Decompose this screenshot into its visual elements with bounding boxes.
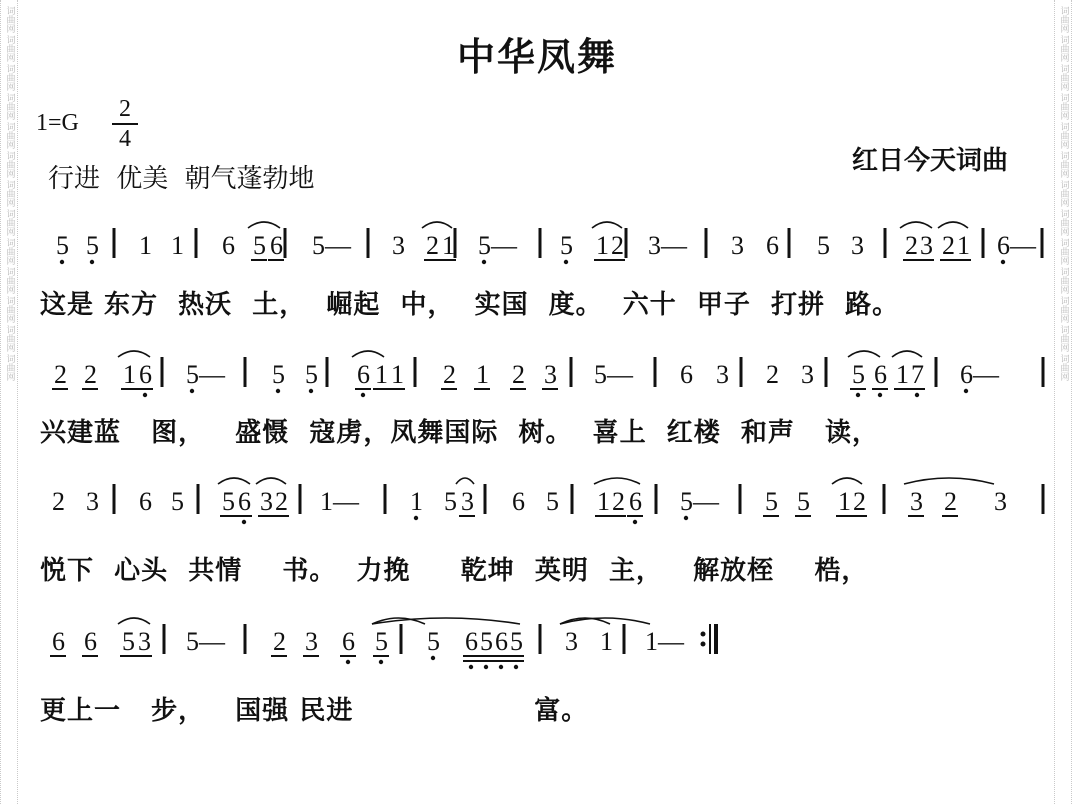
slur bbox=[118, 351, 150, 357]
watermark-text: 词曲网 bbox=[4, 151, 15, 178]
note: 5 bbox=[817, 231, 830, 260]
note: 7 bbox=[911, 360, 924, 389]
note: 6 bbox=[139, 360, 152, 389]
note: 5 bbox=[546, 487, 559, 516]
note: 6 bbox=[465, 627, 478, 656]
note: 5 bbox=[510, 627, 523, 656]
watermark-text: 词曲网 bbox=[1058, 238, 1069, 265]
note: 5 bbox=[560, 231, 573, 260]
octave-dot bbox=[190, 389, 194, 393]
note: 2 bbox=[512, 360, 525, 389]
note: 3 bbox=[392, 231, 405, 260]
note: 1 bbox=[597, 487, 610, 516]
octave-dot bbox=[915, 393, 919, 397]
octave-dot bbox=[143, 393, 147, 397]
repeat-dot bbox=[701, 632, 706, 637]
octave-dot bbox=[242, 520, 246, 524]
octave-dot bbox=[564, 260, 568, 264]
note: 3 bbox=[731, 231, 744, 260]
note: 5 bbox=[122, 627, 135, 656]
note: 6 bbox=[512, 487, 525, 516]
watermark-text: 词曲网 bbox=[4, 93, 15, 120]
octave-dot bbox=[633, 520, 637, 524]
note: 6 bbox=[84, 627, 97, 656]
note: 1 bbox=[123, 360, 136, 389]
octave-dot bbox=[964, 389, 968, 393]
watermark-text: 词曲网 bbox=[4, 296, 15, 323]
note: 6 bbox=[874, 360, 887, 389]
octave-dot bbox=[499, 665, 503, 669]
note: 2 bbox=[443, 360, 456, 389]
slur bbox=[892, 351, 922, 357]
note: 6— bbox=[960, 360, 999, 389]
note: 5 bbox=[797, 487, 810, 516]
note: 3 bbox=[994, 487, 1007, 516]
watermark-text: 词曲网 bbox=[4, 64, 15, 91]
watermark-text: 词曲网 bbox=[1058, 209, 1069, 236]
octave-dot bbox=[276, 389, 280, 393]
slur bbox=[938, 222, 968, 228]
note: 5 bbox=[480, 627, 493, 656]
watermark-text: 词曲网 bbox=[1058, 354, 1069, 381]
octave-dot bbox=[484, 665, 488, 669]
slur bbox=[256, 478, 286, 484]
note: 1 bbox=[596, 231, 609, 260]
watermark-text: 词曲网 bbox=[4, 354, 15, 381]
note: 2 bbox=[275, 487, 288, 516]
note: 5— bbox=[186, 627, 225, 656]
note: 2 bbox=[853, 487, 866, 516]
slur bbox=[900, 222, 932, 228]
note: 6— bbox=[997, 231, 1036, 260]
watermark-text: 词曲网 bbox=[4, 209, 15, 236]
watermark-text: 词曲网 bbox=[1058, 180, 1069, 207]
note: 5 bbox=[253, 231, 266, 260]
note: 3 bbox=[851, 231, 864, 260]
note: 5 bbox=[272, 360, 285, 389]
watermark-text: 词曲网 bbox=[1058, 6, 1069, 33]
note: 5 bbox=[222, 487, 235, 516]
watermark-text: 词曲网 bbox=[4, 325, 15, 352]
note: 1 bbox=[442, 231, 455, 260]
note: 6 bbox=[495, 627, 508, 656]
song-title: 中华凤舞 bbox=[456, 35, 617, 79]
note: 5— bbox=[312, 231, 351, 260]
note: 2 bbox=[611, 231, 624, 260]
note: 3 bbox=[716, 360, 729, 389]
octave-dot bbox=[90, 260, 94, 264]
lyrics-line-4: 更上一 步， 国强 民进 富。 bbox=[40, 696, 589, 726]
note: 3 bbox=[138, 627, 151, 656]
note: 6 bbox=[342, 627, 355, 656]
note: 1— bbox=[645, 627, 684, 656]
note: 5 bbox=[852, 360, 865, 389]
note: 2 bbox=[426, 231, 439, 260]
watermark-text: 词曲网 bbox=[1058, 64, 1069, 91]
note: 1 bbox=[375, 360, 388, 389]
octave-dot bbox=[856, 393, 860, 397]
note: 2 bbox=[944, 487, 957, 516]
note: 2 bbox=[905, 231, 918, 260]
slur bbox=[422, 222, 452, 228]
note: 2 bbox=[273, 627, 286, 656]
note: 3 bbox=[801, 360, 814, 389]
note: 6 bbox=[52, 627, 65, 656]
note: 1 bbox=[391, 360, 404, 389]
note: 3 bbox=[86, 487, 99, 516]
octave-dot bbox=[414, 516, 418, 520]
octave-dot bbox=[431, 656, 435, 660]
note: 1 bbox=[139, 231, 152, 260]
note: 3 bbox=[260, 487, 273, 516]
note: 3 bbox=[920, 231, 933, 260]
watermark-text: 词曲网 bbox=[1058, 267, 1069, 294]
tempo-marking: 行进 优美 朝气蓬勃地 bbox=[48, 164, 315, 194]
note: 5 bbox=[305, 360, 318, 389]
slur bbox=[248, 222, 280, 228]
octave-dot bbox=[379, 660, 383, 664]
octave-dot bbox=[482, 260, 486, 264]
note: 1 bbox=[476, 360, 489, 389]
octave-dot bbox=[346, 660, 350, 664]
note: 6 bbox=[222, 231, 235, 260]
note: 3 bbox=[544, 360, 557, 389]
lyrics-line-1: 这是 东方 热沃 土， 崛起 中， 实国 度。 六十 甲子 打拼 路。 bbox=[40, 290, 900, 320]
note: 1 bbox=[957, 231, 970, 260]
octave-dot bbox=[469, 665, 473, 669]
watermark-text: 词曲网 bbox=[4, 267, 15, 294]
note: 1 bbox=[600, 627, 613, 656]
note: 5— bbox=[680, 487, 719, 516]
note: 6 bbox=[766, 231, 779, 260]
watermark-text: 词曲网 bbox=[1058, 151, 1069, 178]
slur bbox=[456, 478, 474, 484]
note: 1 bbox=[896, 360, 909, 389]
slur bbox=[592, 222, 622, 228]
note: 3 bbox=[910, 487, 923, 516]
note: 1— bbox=[320, 487, 359, 516]
repeat-dot bbox=[701, 642, 706, 647]
slur bbox=[904, 478, 994, 484]
octave-dot bbox=[309, 389, 313, 393]
note: 6 bbox=[629, 487, 642, 516]
note: 2 bbox=[612, 487, 625, 516]
note: 6 bbox=[270, 231, 283, 260]
watermark-text: 词曲网 bbox=[4, 238, 15, 265]
note: 5 bbox=[171, 487, 184, 516]
watermark-text: 词曲网 bbox=[4, 122, 15, 149]
note: 6 bbox=[357, 360, 370, 389]
watermark-text: 词曲网 bbox=[4, 35, 15, 62]
watermark-text: 词曲网 bbox=[1058, 325, 1069, 352]
watermark-text: 词曲网 bbox=[4, 180, 15, 207]
slur bbox=[832, 478, 862, 484]
note: 3 bbox=[461, 487, 474, 516]
note: 1 bbox=[171, 231, 184, 260]
octave-dot bbox=[361, 393, 365, 397]
time-signature-bottom: 4 bbox=[119, 126, 131, 152]
octave-dot bbox=[878, 393, 882, 397]
note: 3 bbox=[565, 627, 578, 656]
note: 5 bbox=[375, 627, 388, 656]
slur bbox=[118, 618, 150, 624]
note: 5 bbox=[765, 487, 778, 516]
note: 6 bbox=[139, 487, 152, 516]
note: 1 bbox=[838, 487, 851, 516]
note: 5— bbox=[478, 231, 517, 260]
note: 2 bbox=[52, 487, 65, 516]
key-signature: 1=G bbox=[36, 110, 79, 136]
note: 5— bbox=[594, 360, 633, 389]
note: 2 bbox=[84, 360, 97, 389]
slur bbox=[352, 351, 384, 357]
watermark-text: 词曲网 bbox=[1058, 35, 1069, 62]
note: 6 bbox=[680, 360, 693, 389]
lyrics-line-2: 兴建蓝 图， 盛慑 寇虏，凤舞国际 树。 喜上 红楼 和声 读， bbox=[40, 418, 879, 448]
octave-dot bbox=[684, 516, 688, 520]
watermark-text: 词曲网 bbox=[4, 6, 15, 33]
watermark-text: 词曲网 bbox=[1058, 93, 1069, 120]
note: 2 bbox=[54, 360, 67, 389]
note: 1 bbox=[410, 487, 423, 516]
composer-credit: 红日今天词曲 bbox=[852, 146, 1009, 176]
lyrics-line-3: 悦下 心头 共情 书。 力挽 乾坤 英明 主， 解放桎 梏， bbox=[40, 556, 869, 586]
watermark-text: 词曲网 bbox=[1058, 122, 1069, 149]
slur bbox=[594, 478, 640, 484]
note: 6 bbox=[238, 487, 251, 516]
slur bbox=[218, 478, 250, 484]
note: 2 bbox=[766, 360, 779, 389]
note: 3 bbox=[305, 627, 318, 656]
note: 3— bbox=[648, 231, 687, 260]
slur bbox=[848, 351, 880, 357]
octave-dot bbox=[60, 260, 64, 264]
note: 2 bbox=[942, 231, 955, 260]
note: 5 bbox=[56, 231, 69, 260]
note: 5 bbox=[427, 627, 440, 656]
octave-dot bbox=[514, 665, 518, 669]
octave-dot bbox=[1001, 260, 1005, 264]
note: 5 bbox=[86, 231, 99, 260]
time-signature-top: 2 bbox=[119, 96, 131, 122]
note: 5 bbox=[444, 487, 457, 516]
watermark-text: 词曲网 bbox=[1058, 296, 1069, 323]
note: 5— bbox=[186, 360, 225, 389]
